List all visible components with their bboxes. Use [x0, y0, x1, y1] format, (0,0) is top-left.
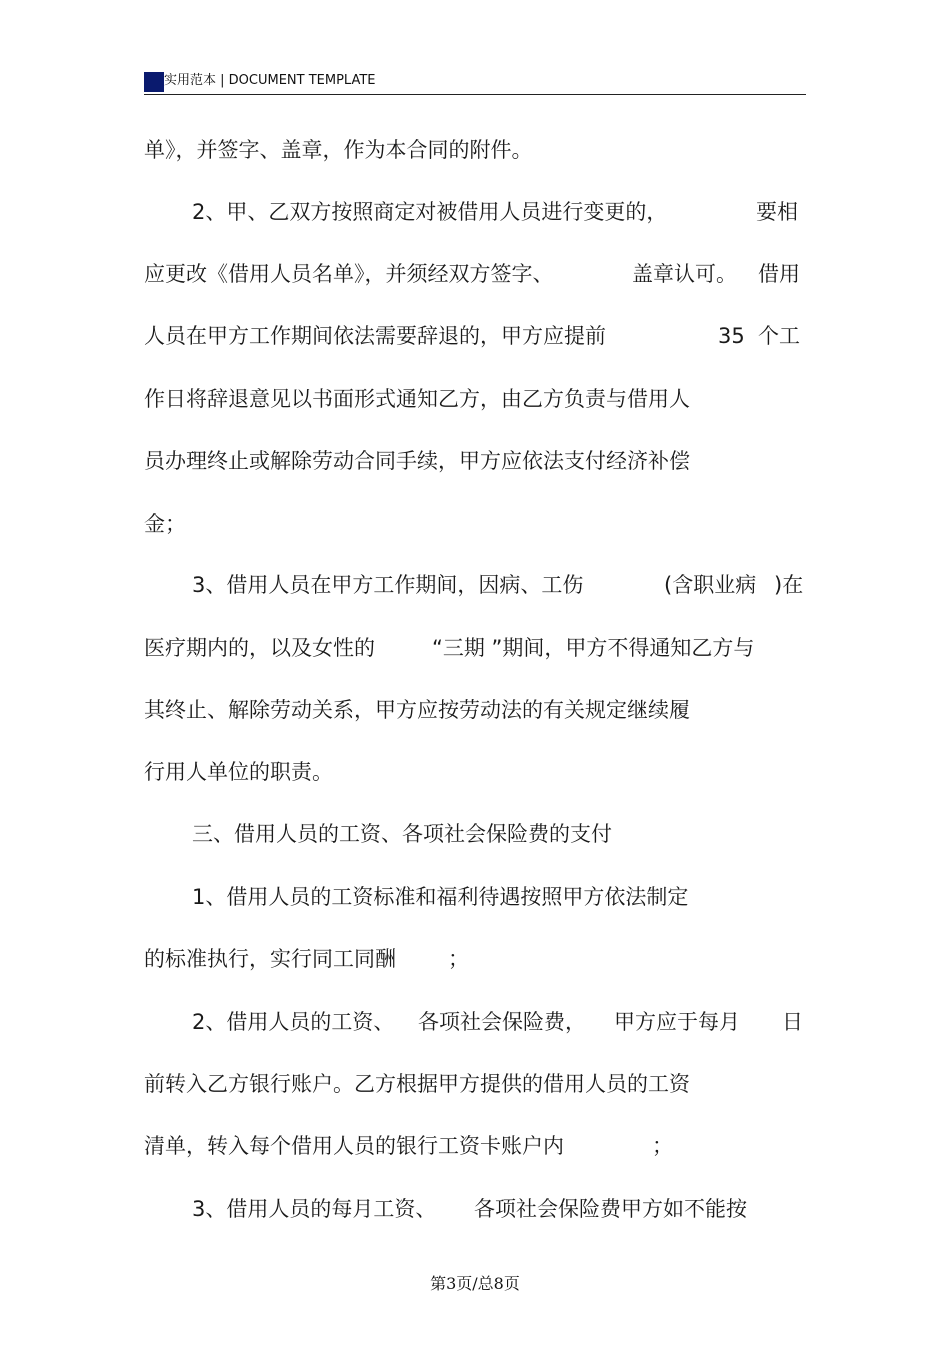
body-line-fragment: “三期 ”期间，甲方不得通知乙方与: [432, 636, 755, 660]
body-line-fragment: 要相: [756, 200, 798, 224]
body-line: 单》，并签字、盖章，作为本合同的附件。: [144, 138, 533, 162]
body-line: 3、借用人员在甲方工作期间，因病、工伤: [192, 573, 584, 597]
body-line: 人员在甲方工作期间依法需要辞退的，甲方应提前: [144, 324, 606, 348]
body-line: 前转入乙方银行账户。乙方根据甲方提供的借用人员的工资: [144, 1072, 690, 1096]
body-line: 清单，转入每个借用人员的银行工资卡账户内: [144, 1134, 564, 1158]
body-line-fragment: (含职业病: [664, 573, 757, 597]
body-line: 作日将辞退意见以书面形式通知乙方，由乙方负责与借用人: [144, 387, 690, 411]
body-line-fragment: )在: [774, 573, 804, 597]
body-line-fragment: 盖章认可。: [632, 262, 737, 286]
body-line: 员办理终止或解除劳动合同手续，甲方应依法支付经济补偿: [144, 449, 690, 473]
page-number: 第3页/总8页: [430, 1274, 520, 1293]
body-line-fragment: ；: [448, 947, 469, 971]
body-line: 行用人单位的职责。: [144, 760, 333, 784]
body-line-fragment: 各项社会保险费，: [418, 1010, 586, 1034]
body-line-fragment: 甲方应于每月: [614, 1010, 740, 1034]
header-label: 实用范本 | DOCUMENT TEMPLATE: [164, 73, 376, 88]
body-line-fragment: 日: [782, 1010, 803, 1034]
body-line: 2、借用人员的工资、: [192, 1010, 395, 1034]
body-line: 金；: [144, 512, 186, 536]
body-line: 1、借用人员的工资标准和福利待遇按照甲方依法制定: [192, 885, 689, 909]
header-logo-square: [144, 72, 164, 92]
body-line-fragment: 35: [718, 324, 745, 348]
body-line-fragment: ；: [652, 1134, 673, 1158]
body-line-fragment: 借用: [758, 262, 800, 286]
body-line: 其终止、解除劳动关系，甲方应按劳动法的有关规定继续履: [144, 698, 690, 722]
page-header: [144, 70, 806, 95]
body-line: 的标准执行，实行同工同酬: [144, 947, 396, 971]
body-line: 3、借用人员的每月工资、: [192, 1197, 437, 1221]
body-line: 应更改《借用人员名单》，并须经双方签字、: [144, 262, 554, 286]
body-line-fragment: 各项社会保险费甲方如不能按: [474, 1197, 747, 1221]
body-line-fragment: 个工: [758, 324, 800, 348]
section-heading: 三、借用人员的工资、各项社会保险费的支付: [192, 822, 612, 846]
body-line: 2、甲、乙双方按照商定对被借用人员进行变更的，: [192, 200, 668, 224]
body-line: 医疗期内的，以及女性的: [144, 636, 375, 660]
